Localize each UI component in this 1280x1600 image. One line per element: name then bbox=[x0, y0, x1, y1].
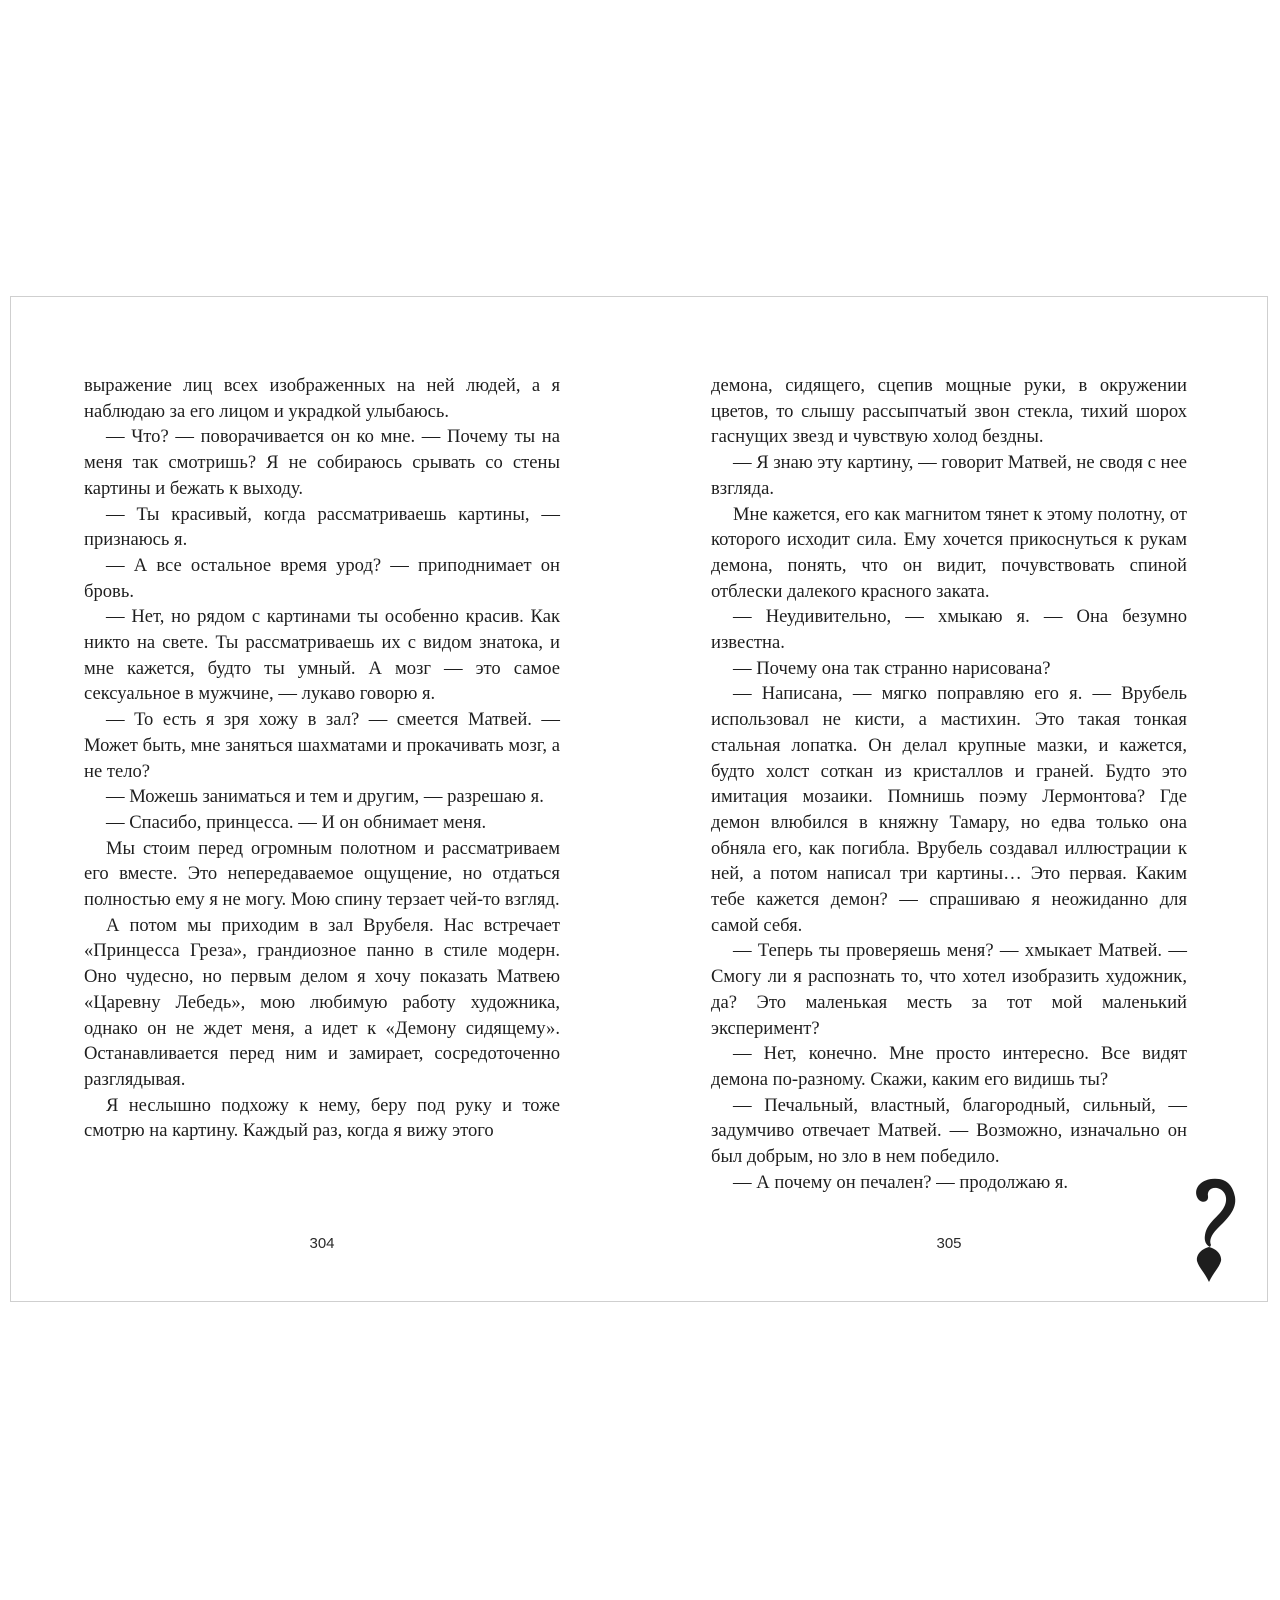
book-spread bbox=[10, 296, 1268, 1302]
page-number-right: 305 bbox=[936, 1235, 962, 1252]
paragraph: — Неудивительно, — хмыкаю я. — Она безумно известна. bbox=[711, 606, 1187, 654]
demon-tail-ornament-icon bbox=[1189, 1175, 1241, 1283]
paragraph: Я неслышно подхожу к нему, беру под руку и тоже смотрю на картину. Каждый раз, когда я вижу этого bbox=[84, 1094, 560, 1142]
paragraph: — Спасибо, принцесса. — И он обнимает меня. bbox=[106, 811, 487, 833]
paragraph: — Можешь заниматься и тем и другим, — разрешаю я. bbox=[106, 786, 544, 808]
paragraph: — Теперь ты проверяешь меня? — хмыкает Матвей. — Смогу ли я распознать то, что хотел изобразить художник, да? Это маленькая месть за тот мой маленький эксперимент? bbox=[711, 940, 1187, 1039]
paragraph: — Написана, — мягко поправляю его я. — Врубель использовал не кисти, а мастихин. Это такая тонкая стальная лопатка. Он делал крупные мазки, и кажется, будто холст соткан из кристаллов и граней. Будто это имитация мозаики. Помнишь поэму Лермонтова? Где демон влюбился в княжну Тамару, но едва только она обняла его, как погибла. Врубель создавал иллюстрации к ней, а потом написал три картины… Это первая. Каким тебе кажется демон? — спрашиваю я неожиданно для самой себя. bbox=[711, 683, 1187, 936]
paragraph: — Почему она так странно нарисована? bbox=[733, 657, 1051, 679]
paragraph: — Нет, конечно. Мне просто интересно. Все видят демона по-разному. Скажи, каким его видишь ты? bbox=[711, 1043, 1187, 1090]
paragraph: — То есть я зря хожу в зал? — смеется Матвей. — Может быть, мне заняться шахматами и прокачивать мозг, а не тело? bbox=[84, 709, 560, 782]
paragraph: — А почему он печален? — продолжаю я. bbox=[733, 1171, 1069, 1193]
left-page bbox=[84, 373, 560, 1144]
paragraph: — Я знаю эту картину, — говорит Матвей, не сводя с нее взгляда. bbox=[711, 452, 1187, 499]
paragraph: — А все остальное время урод? — приподнимает он бровь. bbox=[84, 554, 560, 602]
paragraph: А потом мы приходим в зал Врубеля. Нас встречает «Принцесса Греза», грандиозное панно в стиле модерн. Оно чудесно, но первым делом я хочу показать Матвею «Царевну Лебедь», мою любимую работу художника, однако он не ждет меня, а идет к «Демону сидящему». Останавливается перед ним и замирает, сосредоточенно разглядывая. bbox=[84, 914, 560, 1090]
paragraph: Мы стоим перед огромным полотном и рассматриваем его вместе. Это непередаваемое ощущение, но отдаться полностью ему я не могу. Мою спину терзает чей-то взгляд. bbox=[84, 837, 560, 911]
paragraph: выражение лиц всех изображенных на ней людей, а я наблюдаю за его лицом и украдкой улыбаюсь. bbox=[84, 375, 560, 422]
paragraph: — Ты красивый, когда рассматриваешь картины, — признаюсь я. bbox=[84, 503, 560, 551]
paragraph: — Печальный, властный, благородный, сильный, — задумчиво отвечает Матвей. — Возможно, изначально он был добрым, но зло в нем победило. bbox=[711, 1094, 1187, 1168]
paragraph: Мне кажется, его как магнитом тянет к этому полотну, от которого исходит сила. Ему хочется прикоснуться к рукам демона, понять, что он видит, почувствовать спиной отблески далекого красного заката. bbox=[711, 503, 1187, 602]
paragraph: — Нет, но рядом с картинами ты особенно красив. Как никто на свете. Ты рассматриваешь их с видом знатока, и мне кажется, будто ты умный. А мозг — это самое сексуальное в мужчине, — лукаво говорю я. bbox=[84, 606, 560, 705]
page-number-left: 304 bbox=[309, 1235, 335, 1252]
right-page bbox=[711, 373, 1187, 1196]
paragraph: — Что? — поворачивается он ко мне. — Почему ты на меня так смотришь? Я не собираюсь срывать со стены картины и бежать к выходу. bbox=[84, 426, 560, 499]
paragraph: демона, сидящего, сцепив мощные руки, в окружении цветов, то слышу рассыпчатый звон стекла, тихий шорох гаснущих звезд и чувствую холод бездны. bbox=[711, 375, 1187, 448]
